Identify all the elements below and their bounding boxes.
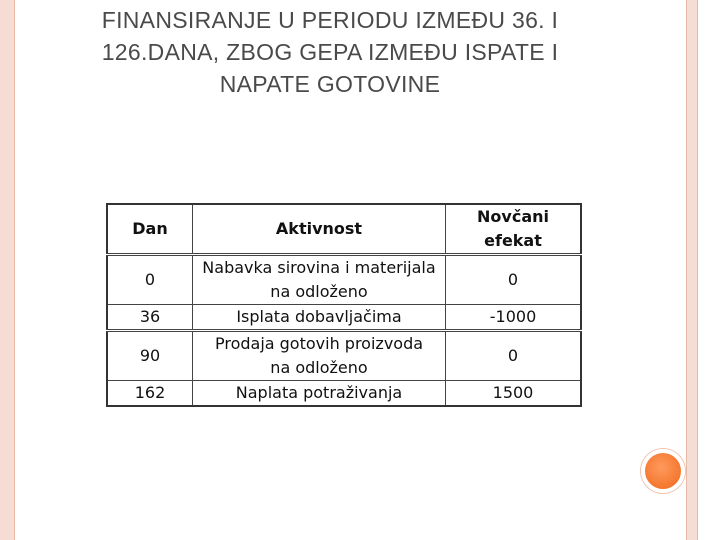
cell-activity (193, 331, 446, 381)
title-line: FINANSIRANJE U PERIODU IZMEĐU 36. I (101, 7, 559, 33)
cell-activity (193, 381, 446, 407)
cell-cash-effect: 0 (446, 255, 582, 305)
activity-line: Nabavka sirovina i materijala (202, 258, 436, 277)
header-day: Dan (107, 204, 193, 255)
activity-line: Prodaja gotovih proizvoda (214, 334, 424, 353)
slide-title (40, 0, 620, 100)
title-line: NAPATE GOTOVINE (219, 71, 441, 97)
table-header-row (107, 204, 581, 255)
cell-cash-effect: -1000 (446, 305, 582, 331)
right-edge-strip (698, 0, 720, 540)
table-row (107, 305, 581, 331)
table-row (107, 381, 581, 407)
activity-line: Naplata potraživanja (235, 383, 403, 402)
cash-flow-table (106, 203, 582, 407)
activity-line: Isplata dobavljačima (236, 307, 402, 326)
activity-line: na odloženo (270, 358, 368, 377)
cell-cash-effect: 1500 (446, 381, 582, 407)
cell-cash-effect: 0 (446, 331, 582, 381)
header-activity: Aktivnost (193, 204, 446, 255)
left-decorative-border (0, 0, 15, 540)
decorative-orange-circle (641, 449, 685, 493)
cell-day: 36 (107, 305, 193, 331)
table-row (107, 331, 581, 381)
cell-day: 0 (107, 255, 193, 305)
cell-day: 90 (107, 331, 193, 381)
right-decorative-border (686, 0, 698, 540)
cell-activity (193, 255, 446, 305)
title-line: 126.DANA, ZBOG GEPA IZMEĐU ISPATE I (101, 39, 559, 65)
table-row (107, 255, 581, 305)
activity-line: na odloženo (270, 282, 368, 301)
cell-day: 162 (107, 381, 193, 407)
cell-activity (193, 305, 446, 331)
header-cash-effect: Novčani efekat (446, 204, 582, 255)
